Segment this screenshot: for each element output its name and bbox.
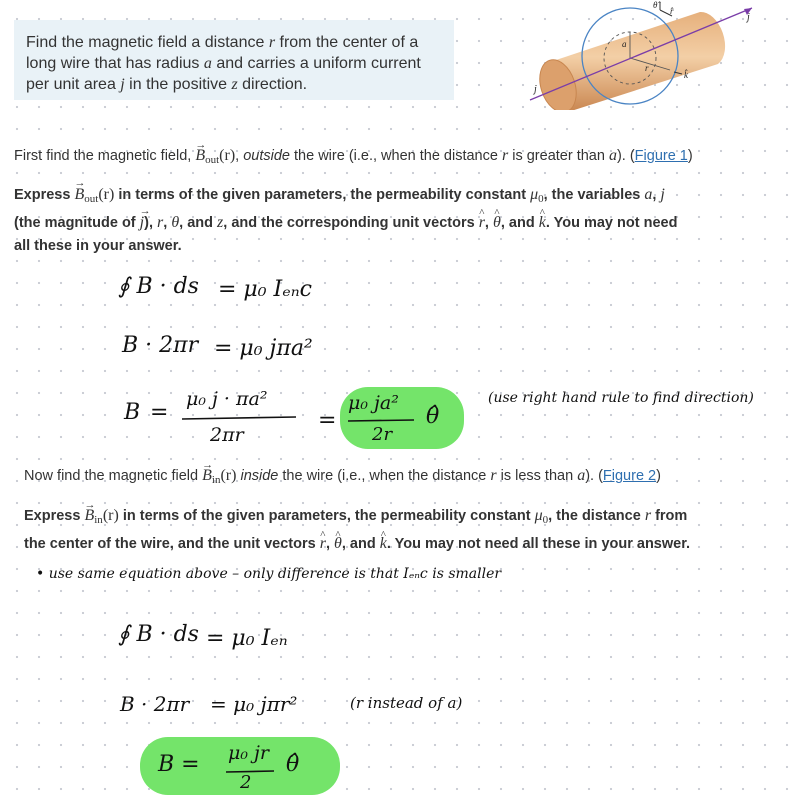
p2-inside: inside (240, 468, 279, 484)
p1-mu-sub: 0 (538, 193, 544, 205)
p1-instr-text: Express (14, 187, 75, 203)
answer2-fraction-bar (226, 771, 274, 772)
p1-instr-text: , and (179, 215, 218, 231)
p1-instr-text: , and the corresponding unit vectors (223, 215, 479, 231)
w1-line3-denominator: 2πr (210, 424, 244, 446)
var-a: a (203, 55, 212, 72)
p1-text: the wire (i.e., when the distance (289, 148, 502, 164)
w1-fraction-bar (182, 417, 296, 419)
w2-line2-right: = μ₀ jπr² (210, 692, 298, 716)
p1-b-arg: (r) (219, 147, 236, 164)
p1-instr-theta: θ (171, 214, 180, 231)
p2-instr-text: in terms of the given parameters, the permeability constant (118, 508, 535, 524)
p2-mu-sub: 0 (542, 514, 549, 526)
label-j-right: j (747, 12, 750, 23)
p1-var-a: a (608, 147, 617, 164)
answer1-fraction-bar (348, 420, 414, 421)
p2-instr-text: from (651, 508, 688, 524)
p1-text: First find the magnetic field, (14, 148, 196, 164)
answer2-left: B = (158, 752, 200, 777)
p1-b-symbol: → B (195, 146, 205, 166)
p1-instr-thetahat: ^ θ (493, 211, 501, 234)
w1-line3-eq2: = (318, 408, 337, 433)
p2-var-a: a (577, 467, 586, 484)
label-r: r (645, 63, 649, 73)
w1-line2-right: = μ₀ jπa² (214, 336, 313, 361)
label-k-hat: k̂ (684, 70, 688, 80)
p1-mu: μ (530, 186, 539, 203)
w1-line2-left: B · 2πr (122, 333, 199, 358)
problem-text-5: direction. (237, 76, 308, 93)
p2-instr-b: → B (84, 504, 94, 528)
label-r-hat: r̂ (670, 6, 674, 16)
p2-b-arg: (r) (220, 467, 237, 484)
w2-line1-left: ∮ B · ds (118, 622, 199, 647)
var-j: j (120, 76, 125, 93)
w1-line3-b: B (124, 400, 141, 425)
w1-direction-note: (use right hand rule to find direction) (488, 390, 754, 406)
p2-mu: μ (534, 507, 543, 524)
p2-text: ) (656, 468, 661, 484)
w1-line3-numerator: μ₀ j · πa² (186, 388, 268, 410)
p1-instr-b-sub: out (84, 193, 99, 205)
w2-line2-left: B · 2πr (120, 692, 190, 716)
p1-instr-a: a (644, 186, 653, 203)
p2-instr-thetahat: ^ θ (334, 532, 342, 556)
p2-instr-b-sub: in (94, 514, 103, 526)
problem-text-2: from the center of a long wire that has radius (26, 34, 419, 72)
p1-text: , (235, 148, 244, 164)
label-a: a (622, 39, 627, 49)
p1-instr-text: , and (500, 215, 539, 231)
label-j-left: j (534, 84, 537, 95)
figure-1-link[interactable]: Figure 1 (634, 148, 688, 164)
p1-instr-text: all these in your answer. (14, 238, 182, 254)
p2-text: ). ( (585, 468, 603, 484)
p2-instr-text: , and (341, 536, 380, 552)
var-z: z (231, 76, 238, 93)
w2-bullet-note: • use same equation above – only difference is that Iₑₙc is smaller (36, 566, 502, 582)
p1-instr-b-arg: (r) (98, 186, 115, 203)
p2-instr-text: , (325, 536, 334, 552)
p1-instr-vec-j: → j (140, 211, 144, 234)
p2-instr-b-arg: (r) (102, 507, 119, 524)
p1-instr-z: z (217, 214, 224, 231)
p1-instr-text: . You may not need (545, 215, 678, 231)
p1-text: ). ( (616, 148, 635, 164)
p2-instr-khat: ^ k (380, 532, 387, 556)
p1-instr-text: ), (144, 215, 158, 231)
p2-instr-text: Express (24, 508, 85, 524)
w2-line1-right: = μ₀ Iₑₙ (206, 626, 288, 651)
answer1-unit-vector: θ̂ (426, 404, 440, 429)
p1-instr-text: in terms of the given parameters, the permeability constant (114, 187, 531, 203)
w1-line1-right: = μ₀ Iₑₙc (218, 277, 312, 302)
p1-text: is greater than (508, 148, 609, 164)
w1-line1-left: ∮ B · ds (118, 274, 199, 299)
p1-instr-text: (the magnitude of (14, 215, 140, 231)
p1-instr-text: , (652, 187, 661, 203)
answer2-numerator: μ₀ jr (228, 742, 269, 764)
p1-instr-rhat: ^ r (479, 211, 485, 234)
p2-b-sub: in (211, 474, 221, 486)
p1-b-sub: out (205, 154, 220, 166)
p2-instr-text: . You may not need all these in your answer. (386, 536, 691, 552)
p2-text: the wire (i.e., when the distance (278, 468, 491, 484)
p1-instr-text: , (163, 215, 172, 231)
p2-var-r: r (490, 467, 497, 484)
p1-instr-khat: ^ k (539, 211, 546, 234)
p2-text: Now find the magnetic field (24, 468, 203, 484)
p2-instr-rhat: ^ r (320, 532, 326, 556)
p1-text: ) (687, 148, 693, 164)
figure-2-link[interactable]: Figure 2 (602, 468, 657, 484)
answer1-denominator: 2r (372, 424, 393, 445)
p2-instr-text: , the distance (548, 508, 645, 524)
problem-text-3: and carries a uniform current per unit area (26, 55, 421, 93)
p1-instr-text: , the variables (543, 187, 645, 203)
var-r: r (268, 34, 276, 51)
p1-var-r: r (501, 147, 509, 164)
p2-b-symbol: → B (202, 466, 212, 486)
label-theta-hat: θ̂ (653, 0, 658, 10)
problem-text-1: Find the magnetic field a distance (26, 34, 269, 51)
p2-instr-r: r (644, 507, 652, 524)
problem-text-4: in the positive (124, 76, 232, 93)
p1-instr-r: r (157, 214, 164, 231)
answer2-denominator: 2 (240, 772, 252, 793)
answer2-unit-vector: θ̂ (286, 752, 300, 777)
answer1-numerator: μ₀ ja² (348, 392, 399, 414)
p1-instr-text: , (484, 215, 493, 231)
p1-instr-j: j (660, 186, 665, 203)
p2-instr-text: the center of the wire, and the unit vectors (24, 536, 320, 552)
p2-text: is less than (496, 468, 578, 484)
p1-instr-b: → B (74, 183, 84, 206)
w2-line2-note: (r instead of a) (350, 694, 463, 712)
w1-line3-eq: = (150, 400, 169, 425)
p1-outside: outside (243, 148, 290, 164)
